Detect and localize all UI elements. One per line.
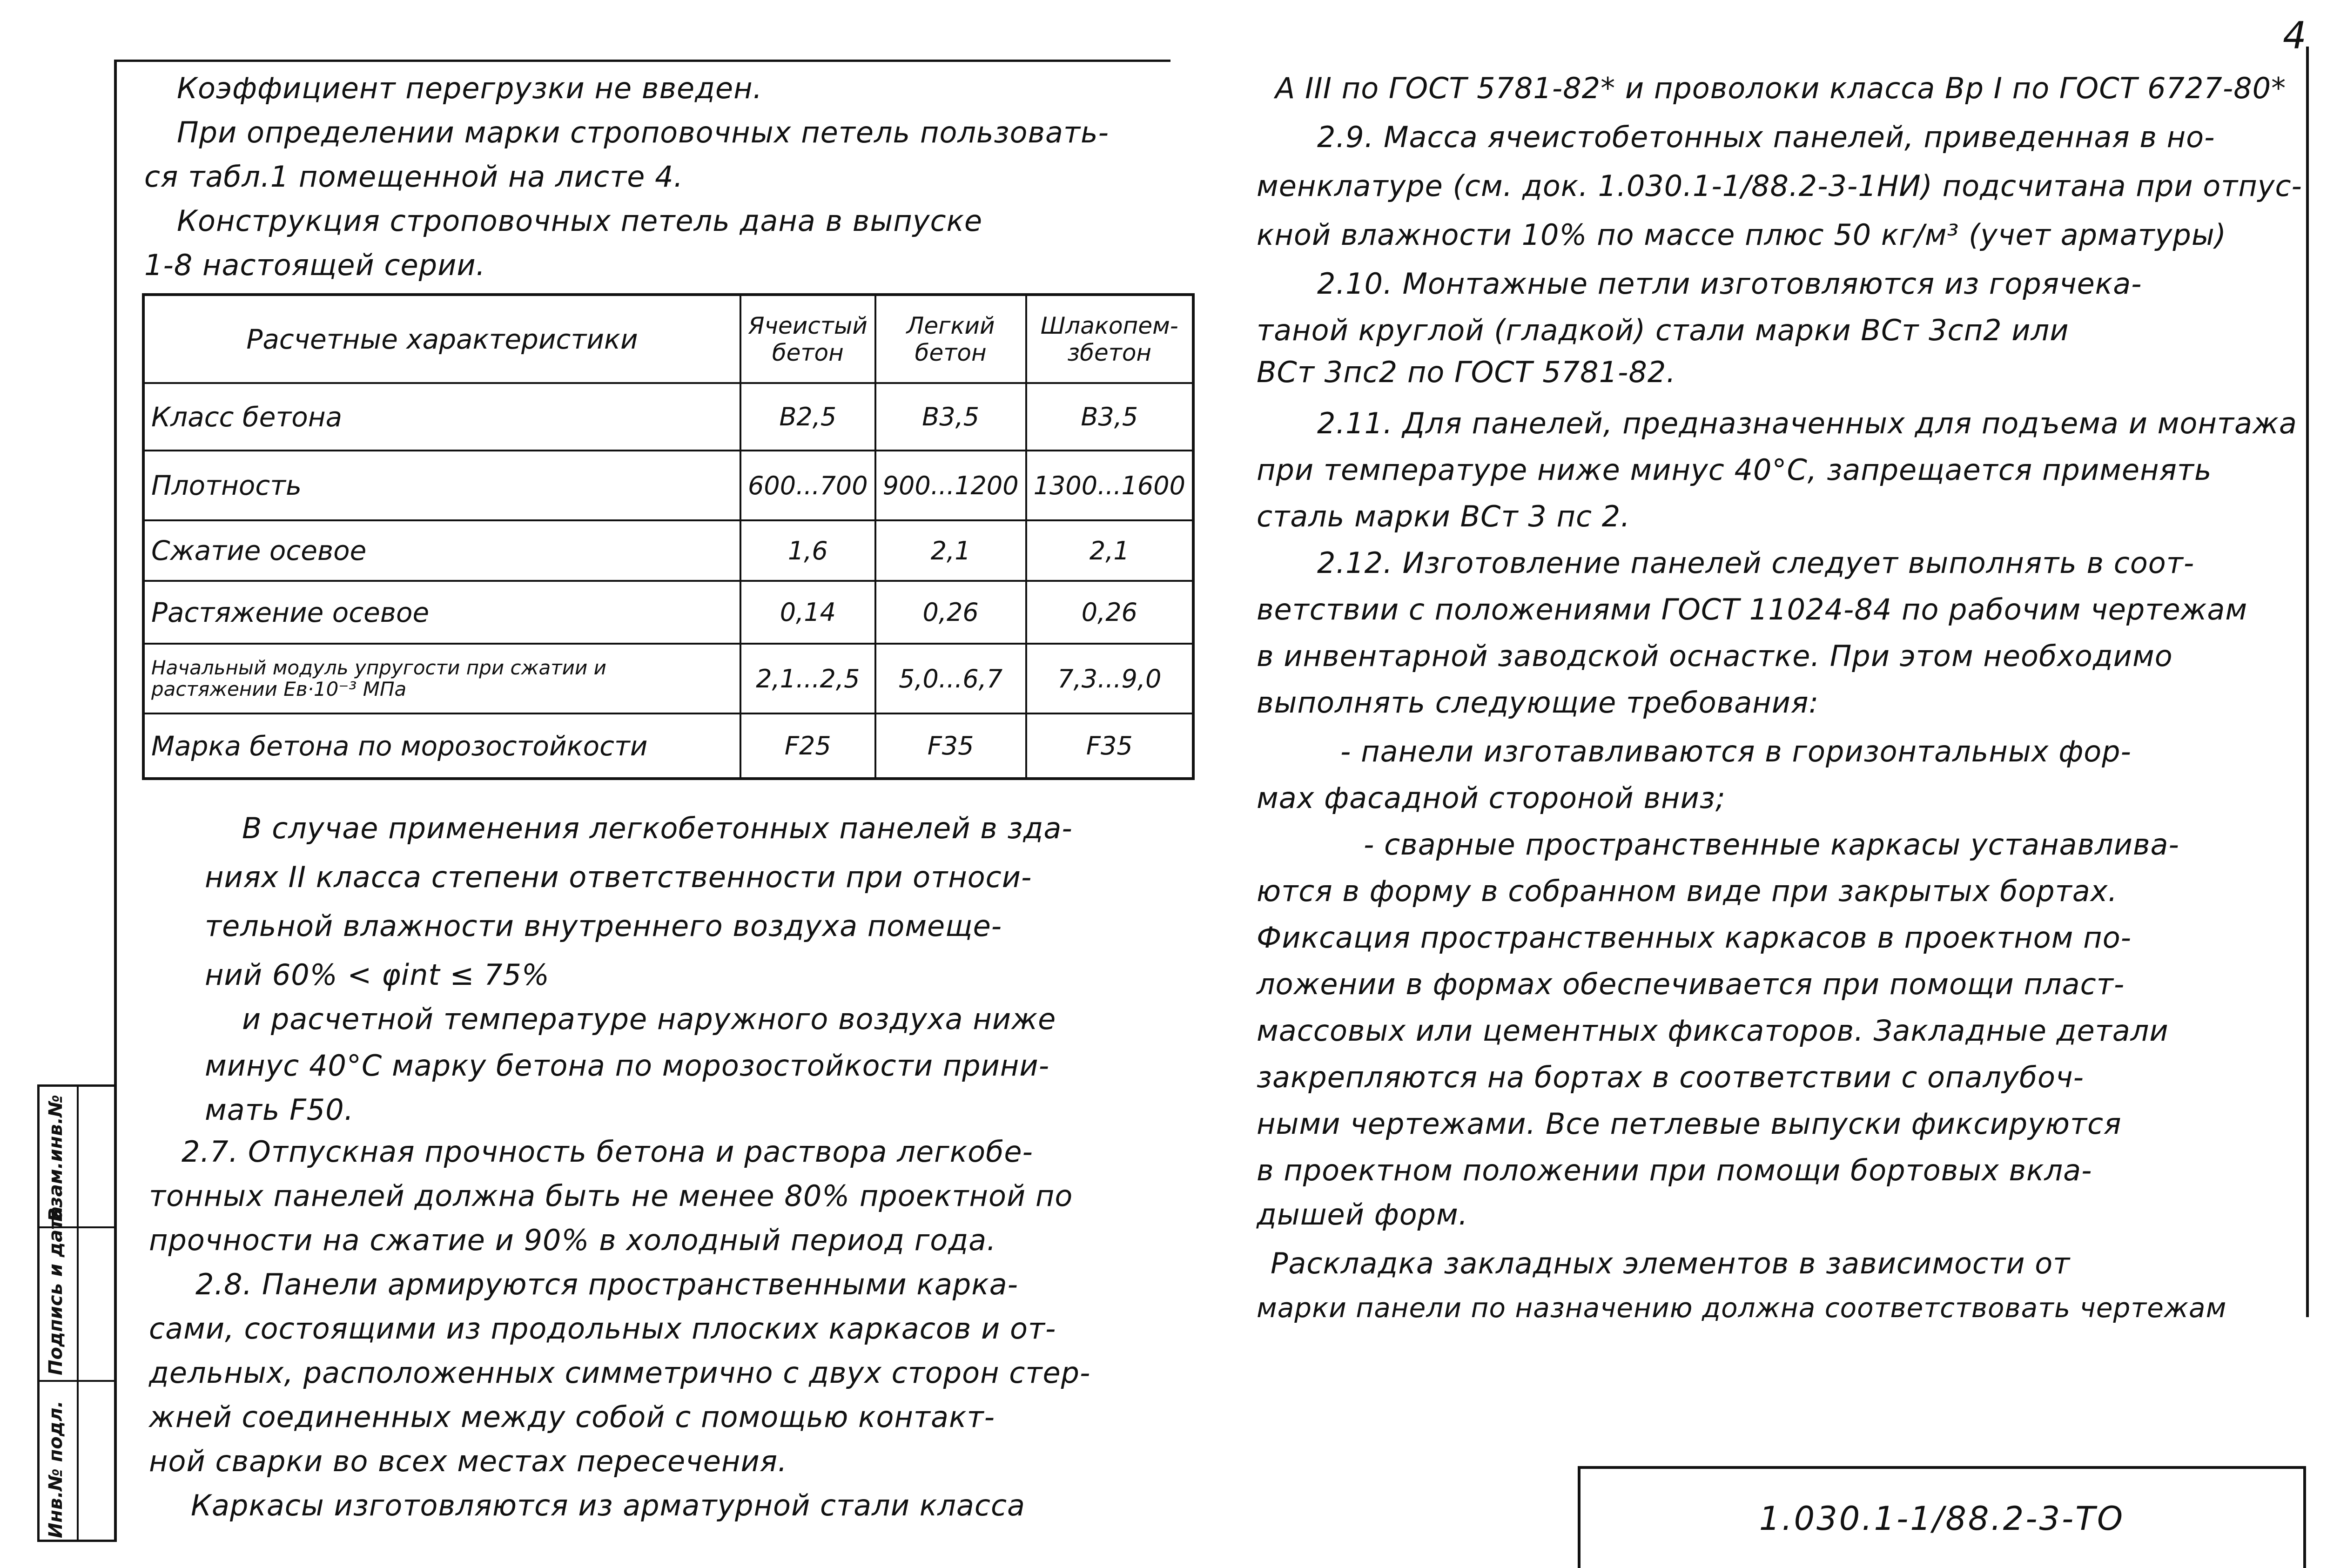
table-cell: Марка бетона по морозостойкости (143, 713, 740, 779)
text-line: тонных панелей должна быть не менее 80% проектной по (149, 1179, 1073, 1213)
table-cell: 1300...1600 (1026, 451, 1193, 520)
stamp-label-inventory: Инв.№ подл. (45, 1400, 67, 1538)
text-line: мах фасадной стороной вниз; (1257, 781, 1726, 815)
properties-table (142, 293, 1195, 780)
text-line: выполнять следующие требования: (1257, 686, 1819, 720)
page-number: 4 (2283, 14, 2307, 57)
table-cell: B3,5 (1026, 383, 1193, 451)
table-cell: B3,5 (875, 383, 1026, 451)
frame-left-line (114, 60, 117, 1542)
text-line: минус 40°C марку бетона по морозостойкости прини- (205, 1049, 1050, 1083)
table-row (143, 713, 1193, 779)
text-line: менклатуре (см. док. 1.030.1-1/88.2-3-1НИ) подсчитана при отпус- (1257, 169, 2302, 203)
text-line: 2.8. Панели армируются пространственными карка- (195, 1267, 1019, 1301)
table-row (143, 520, 1193, 581)
table-cell: 0,26 (1026, 581, 1193, 644)
text-line: массовых или цементных фиксаторов. Закладные детали (1257, 1014, 2169, 1048)
text-line: сталь марки ВСт 3 пс 2. (1257, 499, 1630, 533)
text-line: жней соединенных между собой с помощью контакт- (149, 1400, 995, 1434)
text-line: A III по ГОСТ 5781-82* и проволоки класса Bp I по ГОСТ 6727-80* (1275, 71, 2287, 105)
text-line: ются в форму в собранном виде при закрытых бортах. (1257, 874, 2118, 908)
side-stamp (37, 1084, 114, 1542)
text-line: ниях II класса степени ответственности при относи- (205, 860, 1032, 894)
text-line: тельной влажности внутреннего воздуха помеще- (205, 909, 1002, 943)
text-line: в инвентарной заводской оснастке. При этом необходимо (1257, 639, 2173, 673)
text-line: ложении в формах обеспечивается при помощи пласт- (1257, 967, 2125, 1001)
text-line: таной круглой (гладкой) стали марки ВСт 3сп2 или (1257, 313, 2069, 347)
text-line: 2.7. Отпускная прочность бетона и раствора легкобе- (182, 1135, 1033, 1169)
text-line: ной сварки во всех местах пересечения. (149, 1444, 787, 1478)
stamp-label-replacement: Взам.инв.№ (45, 1095, 67, 1222)
text-line: Раскладка закладных элементов в зависимости от (1271, 1246, 2071, 1280)
text-line: Фиксация пространственных каркасов в проектном по- (1257, 921, 2132, 955)
table-cell: 2,1...2,5 (740, 644, 875, 713)
text-line: кной влажности 10% по массе плюс 50 кг/м³ (учет арматуры) (1257, 218, 2226, 252)
text-line: 2.11. Для панелей, предназначенных для подъема и монтажа (1317, 406, 2297, 440)
text-line: ся табл.1 помещенной на листе 4. (144, 160, 684, 194)
table-cell: F35 (1026, 713, 1193, 779)
table-cell: B2,5 (740, 383, 875, 451)
table-cell: 5,0...6,7 (875, 644, 1026, 713)
text-line: и расчетной температуре наружного воздуха ниже (242, 1002, 1056, 1036)
table-cell: 0,26 (875, 581, 1026, 644)
table-cell: Начальный модуль упругости при сжатии и растяжении Eв·10⁻³ МПа (143, 644, 740, 713)
text-line: 1-8 настоящей серии. (144, 248, 486, 282)
document-code: 1.030.1-1/88.2-3-ТО (1759, 1499, 2125, 1538)
document-code-box (1578, 1466, 2306, 1568)
table-row (143, 644, 1193, 713)
text-line: марки панели по назначению должна соответствовать чертежам (1257, 1292, 2227, 1324)
text-line: прочности на сжатие и 90% в холодный период года. (149, 1223, 996, 1257)
table-header: Расчетные характеристики (143, 295, 740, 383)
text-line: сами, состоящими из продольных плоских каркасов и от- (149, 1312, 1056, 1346)
table-cell: F35 (875, 713, 1026, 779)
table-cell: 2,1 (1026, 520, 1193, 581)
frame-right-line (2306, 47, 2309, 1317)
text-line: закрепляются на бортах в соответствии с опалубоч- (1257, 1060, 2084, 1094)
text-line: при температуре ниже минус 40°C, запрещается применять (1257, 453, 2212, 487)
text-line: ВСт 3пс2 по ГОСТ 5781-82. (1257, 355, 1676, 389)
text-line: Каркасы изготовляются из арматурной стали класса (191, 1488, 1026, 1522)
text-line: - сварные пространственные каркасы устанавлива- (1364, 828, 2179, 861)
table-cell: Растяжение осевое (143, 581, 740, 644)
stamp-label-signature: Подпись и дата (45, 1206, 67, 1375)
text-line: ными чертежами. Все петлевые выпуски фиксируются (1257, 1107, 2122, 1141)
table-cell: F25 (740, 713, 875, 779)
table-cell: 900...1200 (875, 451, 1026, 520)
text-line: 2.12. Изготовление панелей следует выполнять в соот- (1317, 546, 2195, 580)
table-row (143, 581, 1193, 644)
table-cell: 0,14 (740, 581, 875, 644)
table-row (143, 383, 1193, 451)
text-line: 2.9. Масса ячеистобетонных панелей, приведенная в но- (1317, 120, 2215, 154)
text-line: ний 60% < φint ≤ 75% (205, 958, 550, 992)
text-line: дышей форм. (1257, 1198, 1468, 1232)
table-cell: 7,3...9,0 (1026, 644, 1193, 713)
text-line: дельных, расположенных симметрично с двух сторон стер- (149, 1356, 1091, 1390)
table-cell: 2,1 (875, 520, 1026, 581)
table-cell: Сжатие осевое (143, 520, 740, 581)
text-line: В случае применения легкобетонных панелей в зда- (242, 811, 1073, 845)
table-header: Ячеистый бетон (740, 295, 875, 383)
text-line: При определении марки строповочных петель пользовать- (177, 115, 1110, 149)
text-line: 2.10. Монтажные петли изготовляются из горячека- (1317, 267, 2142, 301)
text-line: - панели изготавливаются в горизонтальных фор- (1340, 734, 2132, 768)
table-header: Легкий бетон (875, 295, 1026, 383)
text-line: Конструкция строповочных петель дана в выпуске (177, 204, 983, 238)
text-line: в проектном положении при помощи бортовых вкла- (1257, 1153, 2092, 1187)
table-cell: 1,6 (740, 520, 875, 581)
text-line: Коэффициент перегрузки не введен. (177, 71, 763, 105)
table-cell: Плотность (143, 451, 740, 520)
table-header: Шлакопем-збетон (1026, 295, 1193, 383)
text-line: мать F50. (205, 1093, 354, 1127)
table-cell: Класс бетона (143, 383, 740, 451)
text-line: ветствии с положениями ГОСТ 11024-84 по рабочим чертежам (1257, 592, 2248, 626)
frame-top-line (114, 60, 1170, 62)
table-row (143, 451, 1193, 520)
table-cell: 600...700 (740, 451, 875, 520)
